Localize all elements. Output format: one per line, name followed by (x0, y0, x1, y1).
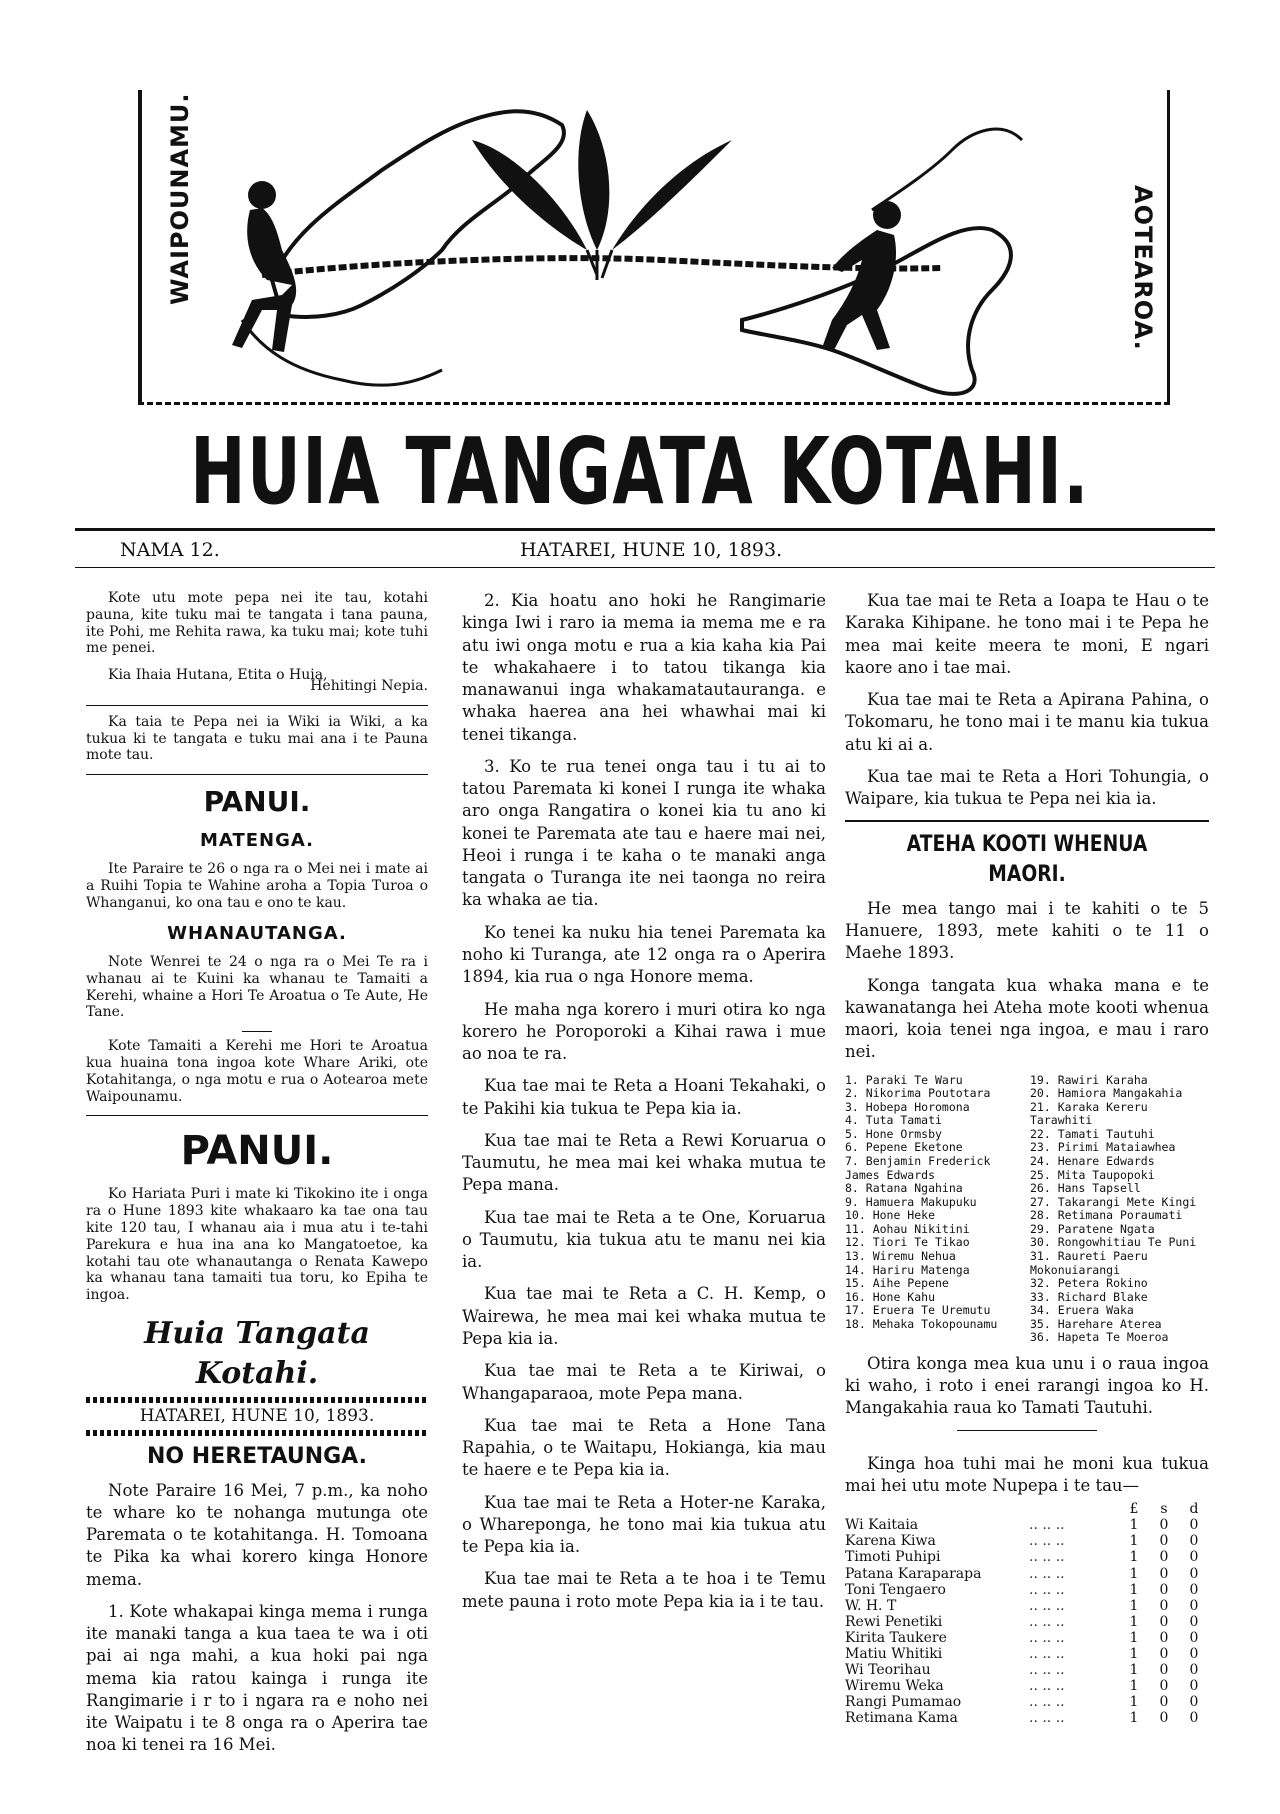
pounds: 1 (1129, 1662, 1139, 1679)
payer-name: Patana Karaparapa (845, 1565, 982, 1582)
leader-dots: .. .. .. (1029, 1678, 1065, 1695)
feather-center (578, 110, 609, 250)
pounds: 1 (1129, 1613, 1139, 1630)
kooti-paragraph-3: Otira konga mea kua unu i o raua ingoa ki waho, i roto i enei rarangi ingoa ko H. Mangakahia raua ko Tamati Tautuhi. (845, 1353, 1209, 1418)
pounds: 1 (1129, 1581, 1139, 1598)
pounds: 1 (1129, 1533, 1139, 1550)
payment-row (845, 1549, 1209, 1565)
heretaunga-paragraph-2: 1. Kote whakapai kinga mema i runga ite manaki tanga a kua taea te wa i oti pai ai nga mahi, a kua hoki pai nga mema kia ratou kainga i runga ite Rangimarie i r to i ngara ra e noho nei ite Waipatu i te 8 onga ra o Aperira tae noa ki tenei ra 16 Mei. (86, 1601, 428, 1755)
pence: 0 (1189, 1597, 1199, 1614)
payment-row (845, 1517, 1209, 1533)
pence: 0 (1189, 1613, 1199, 1630)
payment-row (845, 1598, 1209, 1614)
assessor-name: 34. Eruera Waka (1030, 1303, 1134, 1318)
letter-notice: Kua tae mai te Reta a Apirana Pahina, o Tokomaru, he tono mai i te manu kia tukua atu ki ai a. (845, 690, 1209, 754)
waipounamu-label: WAIPOUNAMU. (166, 92, 194, 305)
pence: 0 (1189, 1549, 1199, 1566)
money-intro: Kinga hoa tuhi mai he moni kua tukua mai hei utu mote Nupepa i te tau— (845, 1453, 1209, 1495)
assessor-name: 11. Aohau Nikitini (845, 1221, 970, 1236)
pence: 0 (1189, 1694, 1199, 1711)
leader-dots: .. .. .. (1029, 1581, 1065, 1598)
shillings: 0 (1159, 1646, 1169, 1663)
shillings: 0 (1159, 1694, 1169, 1711)
feather-right (612, 140, 732, 250)
pounds: 1 (1129, 1597, 1139, 1614)
payment-row (845, 1582, 1209, 1598)
payment-row (845, 1533, 1209, 1549)
pounds: 1 (1129, 1549, 1139, 1566)
assessor-name: 17. Eruera Te Uremutu (845, 1303, 991, 1318)
assessor-name: 33. Richard Blake (1030, 1289, 1148, 1304)
shillings: 0 (1159, 1533, 1169, 1550)
whanautanga-heading: WHANAUTANGA. (167, 922, 347, 944)
assessor-name: 2. Nikorima Poutotara (845, 1086, 991, 1101)
assessor-name: 36. Hapeta Te Moeroa (1030, 1330, 1169, 1345)
assessor-name: 13. Wiremu Nehua (845, 1248, 956, 1263)
names-column-right (1030, 1074, 1209, 1345)
shillings: 0 (1159, 1662, 1169, 1679)
pence: 0 (1189, 1678, 1199, 1695)
letter-notice: Kua tae mai te Reta a Rewi Koruarua o Taumutu, he mea mai kei whaka mutua te Pepa mana. (462, 1130, 826, 1195)
pence: 0 (1189, 1517, 1199, 1534)
south-island-map (272, 111, 564, 317)
leader-dots: .. .. .. (1029, 1646, 1065, 1663)
assessor-name: 15. Aihe Pepene (845, 1276, 949, 1291)
tug-of-war-illustration (142, 90, 1167, 402)
payment-row (845, 1614, 1209, 1630)
shillings: 0 (1159, 1710, 1169, 1727)
title-rule-lower (75, 567, 1215, 568)
pence: 0 (1189, 1565, 1199, 1582)
letter-notice: Kua tae mai te Reta a te hoa i te Temu mete pauna i roto mote Pepa kia ia i te tau. (462, 1569, 826, 1611)
assessor-name: 6. Pepene Eketone (845, 1140, 963, 1155)
pounds: 1 (1129, 1629, 1139, 1646)
assessor-name: 4. Tuta Tamati (845, 1113, 942, 1128)
matenga-heading: MATENGA. (200, 829, 314, 851)
assessor-name: 20. Hamiora Mangakahia (1030, 1086, 1183, 1101)
issue-date: HATAREI, HUNE 10, 1893. (520, 539, 783, 561)
assessor-name: 22. Tamati Tautuhi (1030, 1126, 1155, 1141)
masthead-illustration (138, 90, 1170, 405)
assessor-name: 26. Hans Tapsell (1030, 1181, 1141, 1196)
payment-row (845, 1646, 1209, 1662)
pence: 0 (1189, 1533, 1199, 1550)
letter-notice: Kua tae mai te Reta a te Kiriwai, o Whangaparaoa, mote Pepa mana. (462, 1361, 826, 1403)
payment-row (845, 1630, 1209, 1646)
payer-name: Matiu Whitiki (845, 1646, 943, 1663)
assessor-name: 29. Paratene Ngata (1030, 1221, 1155, 1236)
payment-row (845, 1678, 1209, 1694)
leader-dots: .. .. .. (1029, 1533, 1065, 1550)
leader-dots: .. .. .. (1029, 1517, 1065, 1534)
pounds: 1 (1129, 1710, 1139, 1727)
assessor-name: 12. Tiori Te Tikao (845, 1235, 970, 1250)
kooti-heading: ATEHA KOOTI WHENUA MAORI. (906, 832, 1148, 888)
assessor-name: 10. Hone Heke (845, 1208, 936, 1223)
payer-name: Rangi Pumamao (845, 1694, 962, 1711)
pounds-header: £ (1129, 1501, 1139, 1518)
assessor-name: 32. Petera Rokino (1030, 1276, 1148, 1291)
assessor-name: 19. Rawiri Karaha (1030, 1072, 1148, 1087)
title-rule (75, 528, 1215, 531)
letter-notice: Kua tae mai te Reta a Hoani Tekahaki, o te Pakihi kia tukua te Pepa kia ia. (462, 1076, 826, 1118)
assessor-name: 30. Rongowhitiau Te Puni (1030, 1235, 1197, 1250)
panui-heading: PANUI. (203, 785, 311, 819)
shillings: 0 (1159, 1629, 1169, 1646)
shillings: 0 (1159, 1549, 1169, 1566)
leader-dots: .. .. .. (1029, 1597, 1065, 1614)
assessor-name: 35. Harehare Aterea (1030, 1316, 1162, 1331)
payment-row (845, 1662, 1209, 1678)
leader-dots: .. .. .. (1029, 1694, 1065, 1711)
shillings: 0 (1159, 1678, 1169, 1695)
payments-table (845, 1501, 1209, 1726)
assessor-name: 5. Hone Ormsby (845, 1126, 942, 1141)
assessor-name: 9. Hamuera Makupuku (845, 1194, 977, 1209)
right-figure (822, 201, 901, 350)
assessor-names-list (845, 1074, 1209, 1345)
shillings: 0 (1159, 1517, 1169, 1534)
assessor-name: 1. Paraki Te Waru (845, 1072, 963, 1087)
pence: 0 (1189, 1662, 1199, 1679)
left-figure (232, 181, 296, 352)
pence: 0 (1189, 1629, 1199, 1646)
feather-left (472, 140, 587, 250)
editor-signature-1: Kia Ihaia Hutana, Etita o Huia, (108, 667, 328, 684)
leader-dots: .. .. .. (1029, 1662, 1065, 1679)
pence: 0 (1189, 1710, 1199, 1727)
column-2 (462, 590, 826, 1623)
hariata-notice: Ko Hariata Puri i mate ki Tikokino ite i onga ra o Hune 1893 kite whakaaro ka tae ona tau kite 120 tau, I whanau aia i mua atu i te-tahi Parekura e hua ina ana ko Mangatoetoe, ka kotahi tau ote whanautanga o Renata Kawepo ka whanau tana tamaiti tua toru, ko Epiha te ingoa. (86, 1186, 428, 1304)
assessor-name: 14. Hariru Matenga (845, 1262, 970, 1277)
payer-name: Wi Kaitaia (845, 1517, 919, 1534)
pence-header: d (1189, 1501, 1199, 1518)
assessor-name: 16. Hone Kahu (845, 1289, 936, 1304)
letter-notice: Kua tae mai te Reta a te One, Koruarua o Taumutu, kia tukua atu te manu nei kia ia. (462, 1207, 826, 1272)
payer-name: Wiremu Weka (845, 1678, 944, 1695)
whanautanga-notice-1: Note Wenrei te 24 o nga ra o Mei Te ra i whanau ai te Kuini ka whanau te Tamaiti a Kerehi, whaine a Hori Te Aroatua o Te Aute, He Tane. (86, 953, 428, 1021)
assessor-name: 21. Karaka Kereru Tarawhiti (1030, 1099, 1148, 1128)
date-line: HATAREI, HUNE 10, 1893. (139, 1405, 375, 1426)
column-3 (845, 590, 1209, 1727)
assessor-name: 25. Mita Taupopoki (1030, 1167, 1155, 1182)
pence: 0 (1189, 1646, 1199, 1663)
column-1 (86, 590, 428, 1767)
assessor-name: 27. Takarangi Mete Kingi (1030, 1194, 1197, 1209)
letter-notice: Kua tae mai te Reta a Hone Tana Rapahia, o te Waitapu, Hokianga, kia mau te haere e te Pepa kia ia. (462, 1415, 826, 1480)
leader-dots: .. .. .. (1029, 1565, 1065, 1582)
assessor-name: 23. Pirimi Mataiawhea (1030, 1140, 1176, 1155)
leader-dots: .. .. .. (1029, 1710, 1065, 1727)
heretaunga-paragraph-1: Note Paraire 16 Mei, 7 p.m., ka noho te whare ko te nohanga mutunga ote Paremata o te kotahitanga. H. Tomoana te Pika ka whai korero kinga Honore mema. (86, 1480, 428, 1589)
assessor-name: 31. Raureti Paeru Mokonuiarangi (1030, 1248, 1148, 1277)
leader-dots: .. .. .. (1029, 1613, 1065, 1630)
shillings: 0 (1159, 1581, 1169, 1598)
pounds: 1 (1129, 1646, 1139, 1663)
payer-name: W. H. T (845, 1597, 897, 1614)
payer-name: Timoti Puhipi (845, 1549, 941, 1566)
weekly-note: Ka taia te Pepa nei ia Wiki ia Wiki, a ka tukua ki te tangata e tuku mai ana i te Pauna mote tau. (86, 713, 428, 764)
kooti-paragraph-1: He mea tango mai i te kahiti o te 5 Hanuere, 1893, mete kahiti o te 11 o Maehe 1893. (845, 898, 1209, 963)
shillings: 0 (1159, 1565, 1169, 1582)
issue-number: NAMA 12. (120, 539, 220, 561)
letter-notice: Kua tae mai te Reta a Ioapa te Hau o te Karaka Kihipane. he tono mai i te Pepa he mea mai keite meera te moni, E ngari kaore ano i tae mai. (845, 591, 1209, 677)
article-paragraph: Ko tenei ka nuku hia tenei Paremata ka noho ki Turanga, ate 12 onga ra o Aperira 1894, kia rua o nga Honore mema. (462, 922, 826, 987)
editor-signature-2: Hehitingi Nepia. (310, 677, 428, 694)
shillings: 0 (1159, 1613, 1169, 1630)
letter-notice: Kua tae mai te Reta a Hori Tohungia, o Waipare, kia tukua te Pepa nei kia ia. (845, 766, 1209, 809)
payer-name: Karena Kiwa (845, 1533, 936, 1550)
pounds: 1 (1129, 1517, 1139, 1534)
payer-name: Retimana Kama (845, 1710, 958, 1727)
pounds: 1 (1129, 1694, 1139, 1711)
matenga-notice: Ite Paraire te 26 o nga ra o Mei nei i mate ai a Ruihi Topia te Wahine aroha a Topia Turoa o Whanganui, ko ona tau e ono te kau. (86, 861, 428, 911)
article-paragraph: 2. Kia hoatu ano hoki he Rangimarie kinga Iwi i raro ia mema ia mema me e ra atu iwi onga motu e rua a kia kaha kia Pai te whakahaere i to tatou tikanga kia manawanui inga whakamatautauranga. e whaka haerea ana hei whawhai mai ki tenei tikanga. (462, 591, 826, 744)
assessor-name: 18. Mehaka Tokopounamu (845, 1316, 998, 1331)
kooti-paragraph-2: Konga tangata kua whaka mana e te kawanatanga hei Ateha mote kooti whenua maori, koia tenei nga ingoa, e mau i raro nei. (845, 975, 1209, 1062)
payer-name: Wi Teorihau (845, 1662, 931, 1679)
aotearoa-label: AOTEAROA. (1129, 185, 1157, 351)
assessor-name: 8. Ratana Ngahina (845, 1181, 963, 1196)
payer-name: Toni Tengaero (845, 1581, 946, 1598)
assessor-name: 3. Hobepa Horomona (845, 1099, 970, 1114)
payment-row (845, 1566, 1209, 1582)
paper-name-blackletter: Huia Tangata Kotahi. (144, 1315, 370, 1392)
whanautanga-notice-2: Kote Tamaiti a Kerehi me Hori te Aroatua kua huaina tona ingoa kote Whare Ariki, ote Kotahitanga, o nga motu e rua o Aotearoa mete Waipounamu. (86, 1038, 428, 1105)
assessor-name: 24. Henare Edwards (1030, 1154, 1155, 1168)
subscription-note: Kote utu mote pepa nei ite tau, kotahi pauna, kite tuku mai te tangata i tana pauna, ite Pohi, me Rehita rawa, ka tuku mai; kote tuhi me penei. (86, 590, 428, 657)
payer-name: Rewi Penetiki (845, 1613, 943, 1630)
newspaper-title: HUIA TANGATA KOTAHI. (190, 418, 1090, 525)
shillings: 0 (1159, 1597, 1169, 1614)
pounds: 1 (1129, 1565, 1139, 1582)
heretaunga-heading: NO HERETAUNGA. (147, 1443, 367, 1469)
assessor-name: 28. Retimana Poraumati (1030, 1208, 1183, 1223)
names-column-left (845, 1074, 1024, 1345)
pounds: 1 (1129, 1678, 1139, 1695)
pence: 0 (1189, 1581, 1199, 1598)
payment-row (845, 1710, 1209, 1726)
article-paragraph: 3. Ko te rua tenei onga tau i tu ai to tatou Paremata ki konei I runga ite whaka aro onga Rangatira o konei kia tu ano ki konei te Paremata ate tau e haere mai nei, Heoi i runga i te kaha o te manaki anga tangata o Turanga ite nei taonga no reira ka whaka ae tia. (462, 756, 826, 910)
letter-notice: Kua tae mai te Reta a C. H. Kemp, o Wairewa, he mea mai kei whaka mutua te Pepa kia ia. (462, 1284, 826, 1348)
shillings-header: s (1160, 1501, 1168, 1518)
leader-dots: .. .. .. (1029, 1629, 1065, 1646)
payer-name: Kirita Taukere (845, 1629, 947, 1646)
leader-dots: .. .. .. (1029, 1549, 1065, 1566)
payment-row (845, 1694, 1209, 1710)
assessor-name: 7. Benjamin Frederick James Edwards (845, 1154, 991, 1182)
letter-notice: Kua tae mai te Reta a Hoter-ne Karaka, o Wharepongа, he tono mai kia tukua atu te Pepa kia ia. (462, 1492, 826, 1557)
panui-heading-large: PANUI. (180, 1128, 334, 1175)
article-paragraph: He maha nga korero i muri otira ko nga korero he Poroporoki a Kihai rawa i mue ao noa te ra. (462, 999, 826, 1064)
